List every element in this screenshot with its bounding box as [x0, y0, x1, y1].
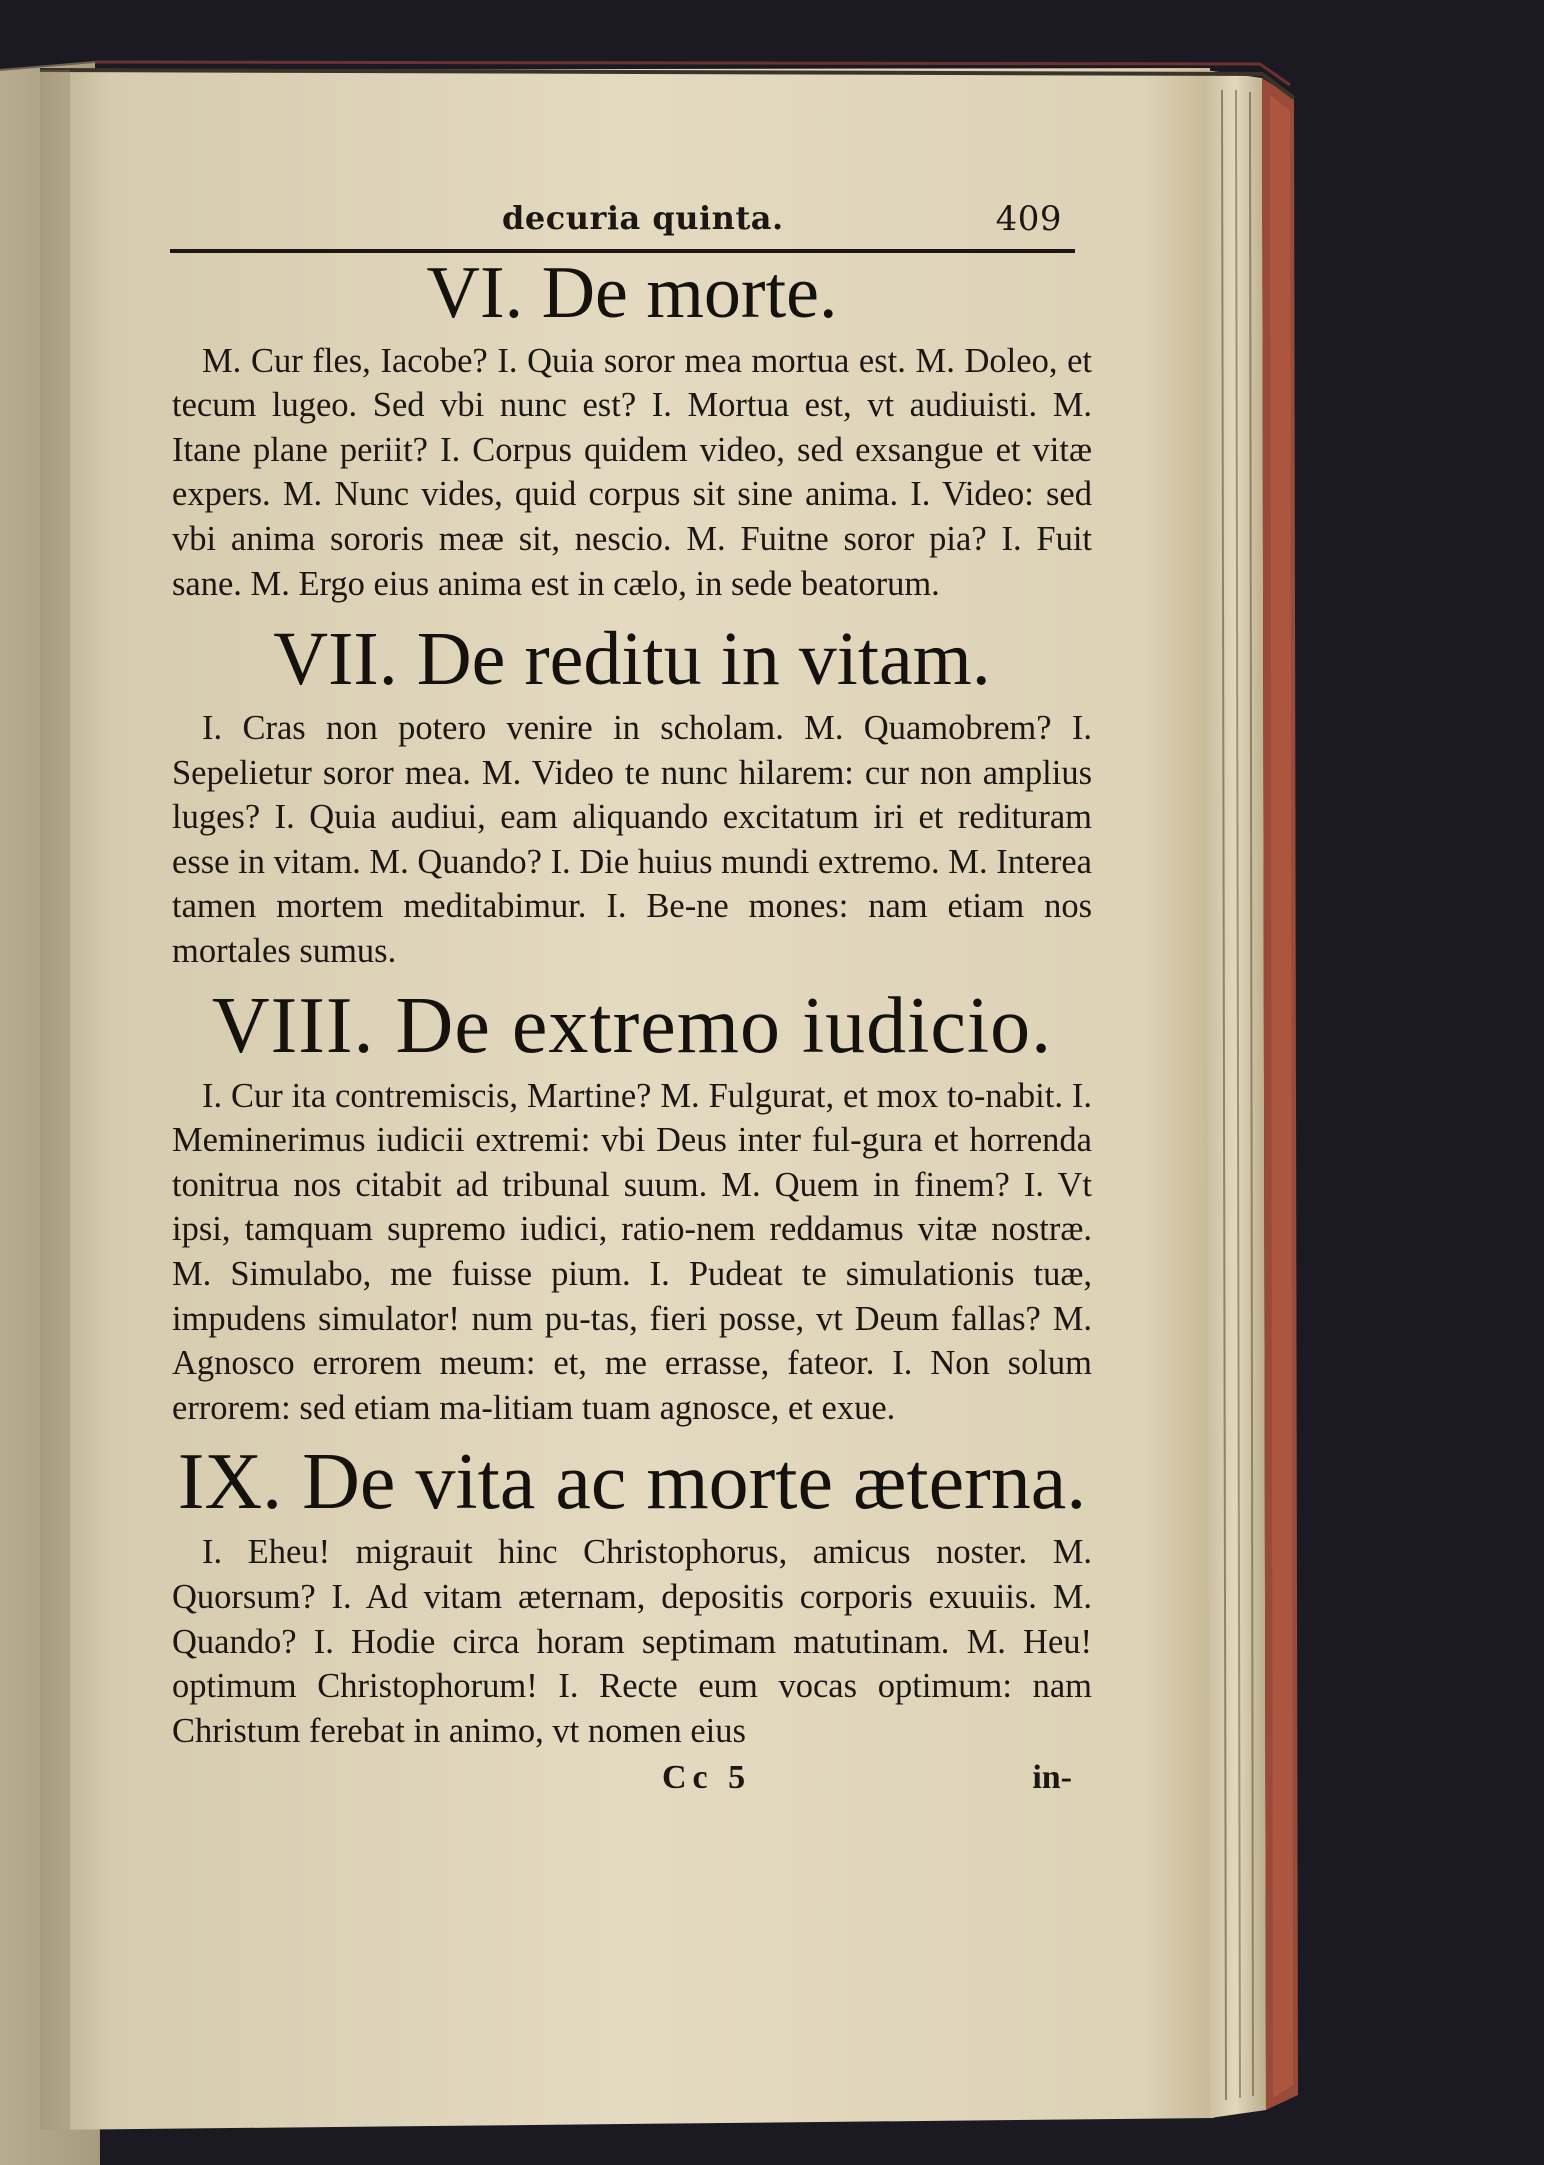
- section-text-vii: I. Cras non potero venire in scholam. M. Quamobrem? I. Sepelietur soror mea. M. Video te nunc hilarem: cur non amplius luges? I. Quia audiui, eam aliquando excitatum iri et redituram esse in vitam. M. Quando? I. Die huius mundi extremo. M. Interea tamen mortem meditabimur. I. Be-ne mones: nam etiam nos mortales sumus.: [172, 709, 1092, 971]
- catchline: [172, 1755, 1092, 1805]
- section-text-viii: I. Cur ita contremiscis, Martine? M. Fulgurat, et mox to-nabit. I. Meminerimus iudicii extremi: vbi Deus inter ful-gura et horrenda tonitrua nos citabit ad tribunal suum. M. Quem in finem? I. Vt ipsi, tamquam supremo iudici, ratio-nem reddamus vitæ nostræ. M. Simulabo, me fuisse pium. I. Pudeat te simulationis tuæ, impudens simulator! num pu-tas, fieri posse, vt Deum fallas? M. Agnosco errorem meum: et, me errasse, fateor. I. Non solum errorem: sed etiam ma-litiam tuam agnosce, et exue.: [172, 1076, 1092, 1427]
- section-text-ix: I. Eheu! migrauit hinc Christophorus, amicus noster. M. Quorsum? I. Ad vitam æternam, depositis corporis exuuiis. M. Quando? I. Hodie circa horam septimam matutinam. M. Heu! optimum Christophorum! I. Recte eum vocas optimum: nam Christum ferebat in animo, vt nomen eius: [172, 1533, 1092, 1750]
- page-text-block: [172, 185, 1092, 2115]
- section-heading-ix: IX. De vita ac morte æterna.: [177, 1438, 1087, 1527]
- running-title: decuria quinta.: [502, 199, 784, 237]
- signature-mark: Cc 5: [662, 1759, 752, 1797]
- page-number: 409: [995, 199, 1062, 239]
- running-head: [172, 185, 1092, 245]
- section-heading-vi: VI. De morte.: [426, 252, 838, 334]
- section-text-vi: M. Cur fles, Iacobe? I. Quia soror mea mortua est. M. Doleo, et tecum lugeo. Sed vbi nunc est? I. Mortua est, vt audiuisti. M. Itane plane periit? I. Corpus quidem video, sed exsangue et vitæ expers. M. Nunc vides, quid corpus sit sine anima. I. Video: sed vbi anima sororis meæ sit, nescio. M. Fuitne soror pia? I. Fuit sane. M. Ergo eius anima est in cælo, in sede beatorum.: [172, 341, 1092, 603]
- section-heading-vii: VII. De reditu in vitam.: [273, 617, 991, 702]
- section-heading-viii: VIII. De extremo iudicio.: [211, 981, 1053, 1070]
- catchword: in-: [1032, 1759, 1072, 1797]
